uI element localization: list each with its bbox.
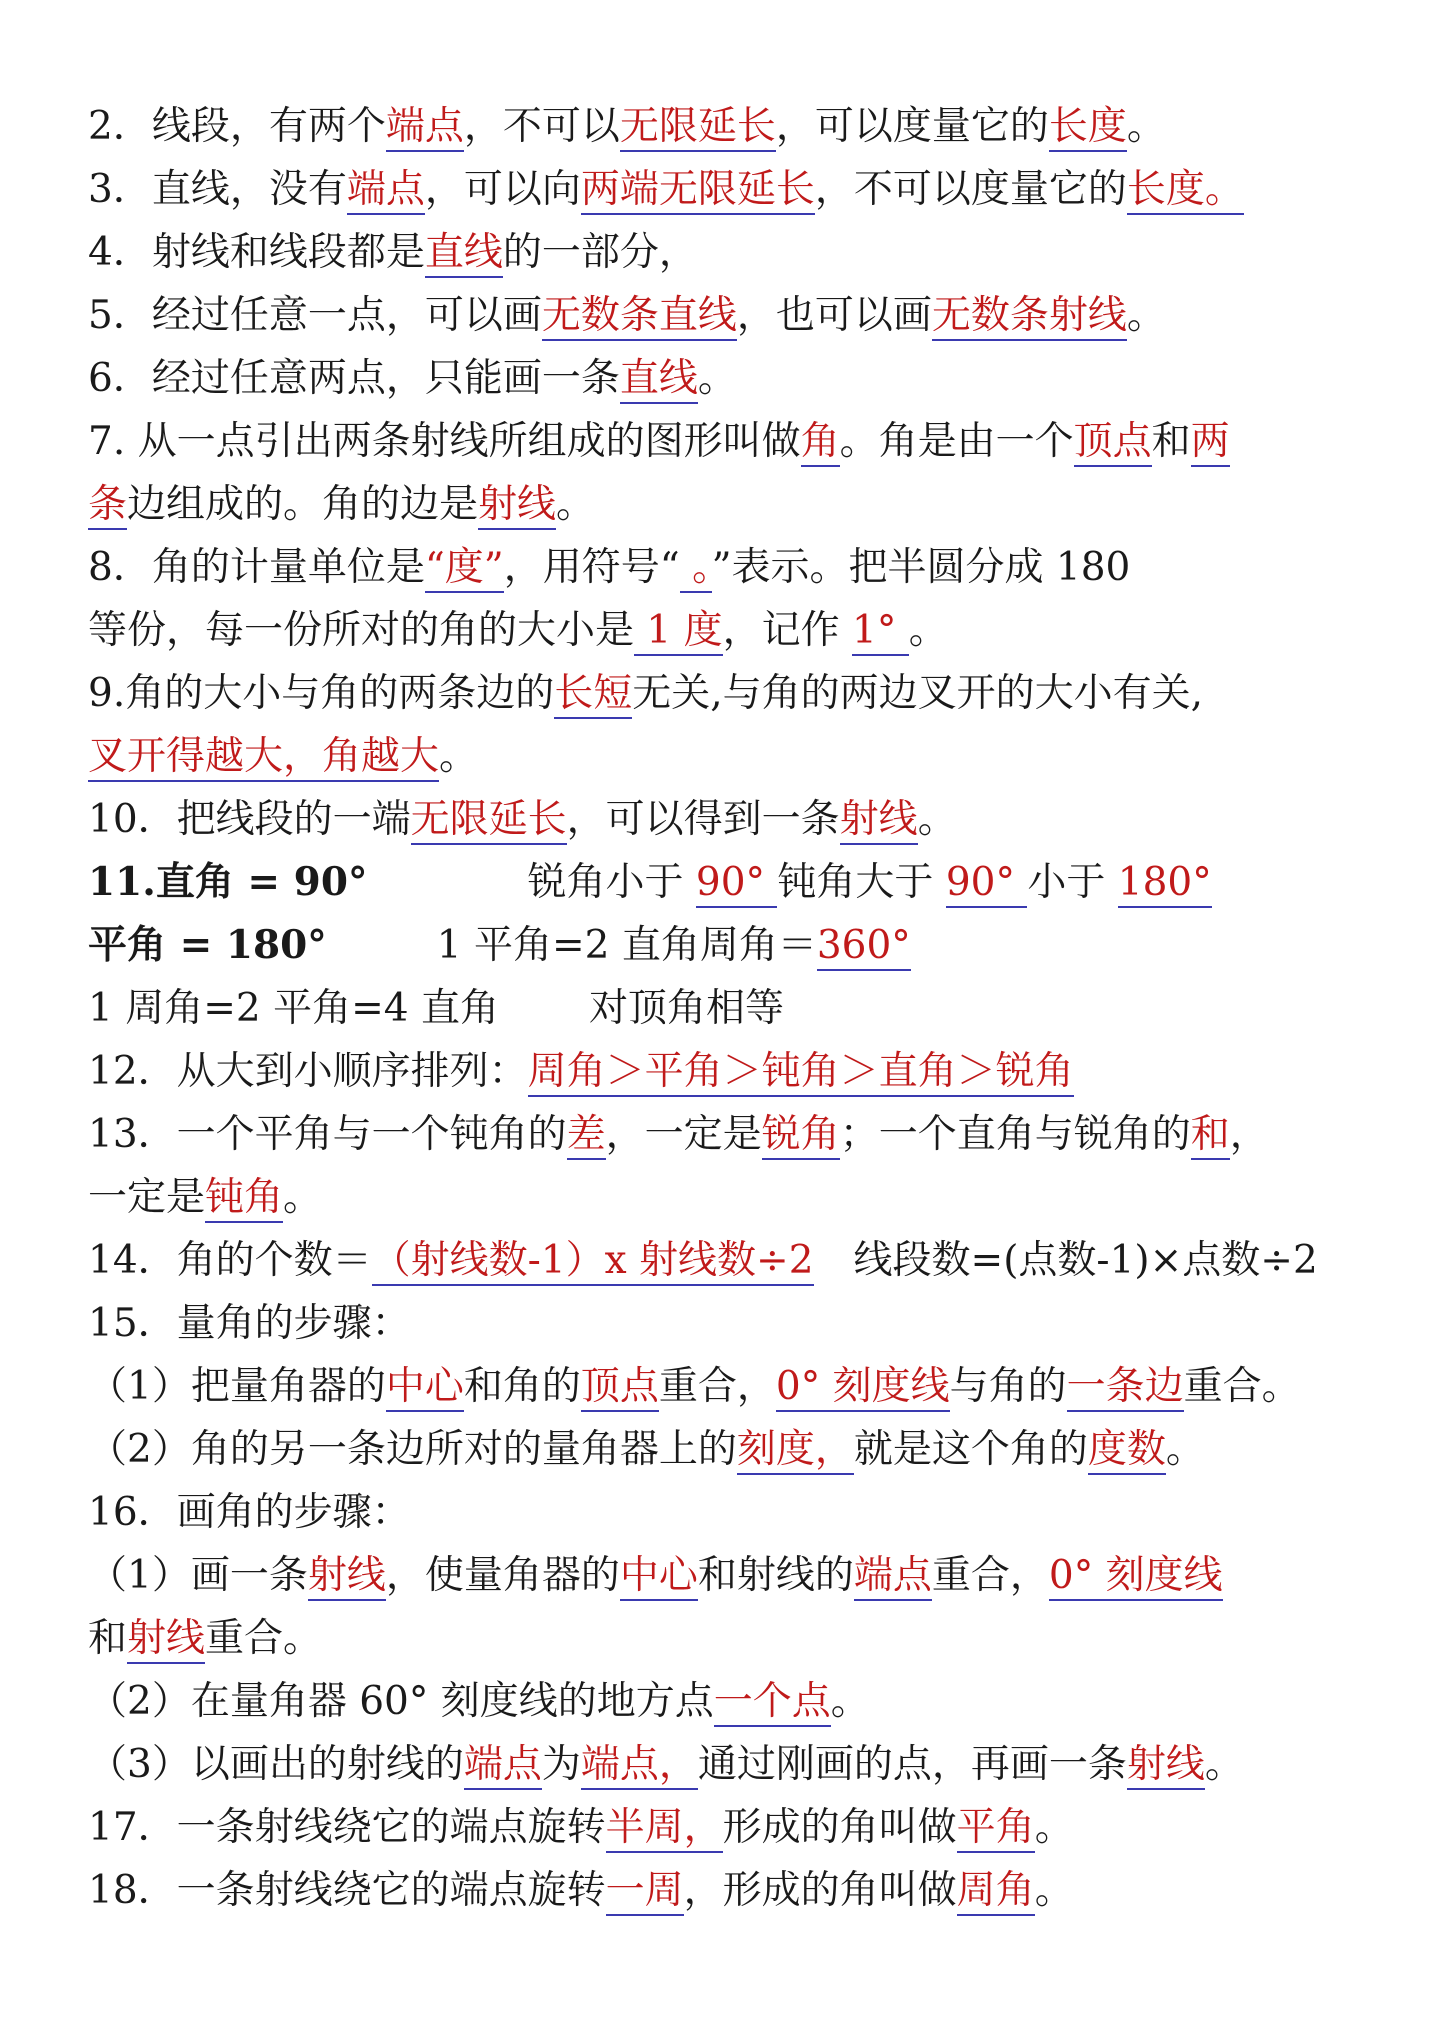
note-text: 。 xyxy=(1034,1868,1074,1913)
note-text: 。 xyxy=(908,608,948,653)
answer-fill: 360° xyxy=(817,923,911,971)
answer-fill: 射线 xyxy=(127,1616,205,1664)
note-text: 。 xyxy=(1165,1427,1205,1472)
note-line xyxy=(88,473,1378,536)
note-line xyxy=(88,1859,1378,1922)
note-text: 10．把线段的一端 xyxy=(88,797,411,842)
answer-fill: 条 xyxy=(88,482,127,530)
note-text: （1）画一条 xyxy=(88,1553,308,1598)
answer-fill: 钝角 xyxy=(205,1175,283,1223)
answer-fill: 两端无限延长 xyxy=(581,167,815,215)
answer-fill: 长短 xyxy=(554,671,632,719)
answer-fill: 射线 xyxy=(308,1553,386,1601)
answer-fill: 角 xyxy=(801,419,840,467)
note-line xyxy=(88,221,1378,284)
answer-fill: 1° xyxy=(852,608,909,656)
answer-fill: 中心 xyxy=(386,1364,464,1412)
note-line xyxy=(88,1481,1378,1544)
note-text: （2）角的另一条边所对的量角器上的 xyxy=(88,1427,737,1472)
note-text: ，也可以画 xyxy=(736,293,932,338)
note-line xyxy=(88,599,1378,662)
note-line xyxy=(88,1670,1378,1733)
answer-fill: 90° xyxy=(696,860,778,908)
answer-fill: 叉开得越大，角越大 xyxy=(88,734,439,782)
note-line xyxy=(88,95,1378,158)
note-text: ；一个直角与锐角的 xyxy=(839,1112,1191,1157)
answer-fill: 无限延长 xyxy=(620,104,776,152)
note-text: 。 xyxy=(1126,293,1166,338)
answer-fill: 无限延长 xyxy=(411,797,567,845)
note-text: ，不可以 xyxy=(463,104,620,149)
note-text: 2．线段，有两个 xyxy=(88,104,386,149)
note-text: 。角是由一个 xyxy=(839,419,1074,464)
note-text: 。 xyxy=(697,356,737,401)
note-text: 的一部分， xyxy=(502,230,698,275)
answer-fill: 90° xyxy=(946,860,1028,908)
answer-fill: 端点 xyxy=(386,104,464,152)
note-text: 14．角的个数＝ xyxy=(88,1238,372,1283)
answer-fill: 端点 xyxy=(347,167,425,215)
note-text: 1 平角=2 直角周角＝ xyxy=(436,923,817,968)
note-text: 4．射线和线段都是 xyxy=(88,230,425,275)
answer-fill: 两 xyxy=(1191,419,1230,467)
answer-fill: 一周 xyxy=(606,1868,684,1916)
note-text: 和射线的 xyxy=(697,1553,854,1598)
note-text: ，形成的角叫做 xyxy=(683,1868,957,1913)
note-line xyxy=(88,347,1378,410)
answer-fill: 端点， xyxy=(581,1742,698,1790)
note-text: 16．画角的步骤： xyxy=(88,1490,411,1535)
answer-fill: 射线 xyxy=(478,482,556,530)
note-text: 6．经过任意两点，只能画一条 xyxy=(88,356,620,401)
note-text: 。 xyxy=(917,797,957,842)
answer-fill: 端点 xyxy=(854,1553,932,1601)
note-text: （1）把量角器的 xyxy=(88,1364,386,1409)
answer-fill: 半周， xyxy=(606,1805,723,1853)
note-text: ，可以得到一条 xyxy=(566,797,840,842)
answer-fill: 一个点 xyxy=(714,1679,831,1727)
note-line xyxy=(88,1292,1378,1355)
note-text: ， xyxy=(1229,1112,1269,1157)
note-line xyxy=(88,914,1378,977)
note-text: ，可以向 xyxy=(424,167,581,212)
note-text: ，用符号“ xyxy=(503,545,680,590)
answer-fill: 度数 xyxy=(1088,1427,1166,1475)
answer-fill: 差 xyxy=(567,1112,606,1160)
note-text: 小于 xyxy=(1027,860,1118,905)
answer-fill: 射线 xyxy=(840,797,918,845)
note-text: 边组成的。角的边是 xyxy=(127,482,479,527)
note-text: ，不可以度量它的 xyxy=(814,167,1127,212)
answer-fill: 无数条直线 xyxy=(542,293,737,341)
note-line xyxy=(88,1040,1378,1103)
note-line xyxy=(88,536,1378,599)
note-text: 。 xyxy=(1034,1805,1074,1850)
answer-fill: 长度。 xyxy=(1127,167,1244,215)
note-text: 和 xyxy=(1151,419,1191,464)
note-text: 12．从大到小顺序排列： xyxy=(88,1049,528,1094)
note-text: 通过刚画的点，再画一条 xyxy=(697,1742,1127,1787)
answer-fill: 周角＞平角＞钝角＞直角＞锐角 xyxy=(528,1049,1074,1097)
note-text: ，记作 xyxy=(722,608,853,653)
note-text: 为 xyxy=(541,1742,581,1787)
note-text: （2）在量角器 60° 刻度线的地方点 xyxy=(88,1679,714,1724)
note-text: 9.角的大小与角的两条边的 xyxy=(88,671,555,716)
note-text: 钝角大于 xyxy=(777,860,946,905)
note-text: 5．经过任意一点，可以画 xyxy=(88,293,542,338)
answer-fill: 射线 xyxy=(1127,1742,1205,1790)
note-text: 13．一个平角与一个钝角的 xyxy=(88,1112,567,1157)
note-line xyxy=(88,410,1378,473)
note-text: 与角的 xyxy=(949,1364,1067,1409)
note-text: 重合。 xyxy=(205,1616,323,1661)
answer-fill: 周角 xyxy=(957,1868,1035,1916)
note-line xyxy=(88,1229,1378,1292)
note-text: （3）以画出的射线的 xyxy=(88,1742,464,1787)
note-line xyxy=(88,1544,1378,1607)
note-text: 对顶角相等 xyxy=(589,986,785,1031)
answer-fill: 180° xyxy=(1118,860,1212,908)
note-text: ”表示。把半圆分成 180 xyxy=(711,545,1131,590)
answer-fill: 。 xyxy=(680,545,712,593)
note-line xyxy=(88,725,1378,788)
note-line xyxy=(88,284,1378,347)
answer-fill: 刻度， xyxy=(737,1427,854,1475)
answer-fill: （射线数-1）x 射线数÷2 xyxy=(372,1238,814,1286)
note-text: 15．量角的步骤： xyxy=(88,1301,411,1346)
note-text: 平角 = 180° xyxy=(88,922,327,968)
note-text: 等份，每一份所对的角的大小是 xyxy=(88,608,635,653)
note-text: ，一定是 xyxy=(605,1112,762,1157)
note-text: 无关,与角的两边叉开的大小有关, xyxy=(632,671,1204,716)
note-text: 7. 从一点引出两条射线所组成的图形叫做 xyxy=(88,419,801,464)
answer-fill: 无数条射线 xyxy=(932,293,1127,341)
note-text: 形成的角叫做 xyxy=(722,1805,957,1850)
note-line xyxy=(88,1103,1378,1166)
note-line xyxy=(88,1418,1378,1481)
note-line xyxy=(88,1796,1378,1859)
note-text: 一定是 xyxy=(88,1175,206,1220)
note-text: 18．一条射线绕它的端点旋转 xyxy=(88,1868,606,1913)
note-text: 。 xyxy=(439,734,479,779)
answer-fill: 直线 xyxy=(620,356,698,404)
note-line xyxy=(88,158,1378,221)
answer-fill: 1 度 xyxy=(634,608,723,656)
answer-fill: 一条边 xyxy=(1067,1364,1184,1412)
note-text: ，使量角器的 xyxy=(385,1553,620,1598)
note-text: 。 xyxy=(1126,104,1166,149)
note-line xyxy=(88,1733,1378,1796)
answer-fill: 中心 xyxy=(620,1553,698,1601)
note-line xyxy=(88,1166,1378,1229)
answer-fill: 直线 xyxy=(425,230,503,278)
answer-fill: 顶点 xyxy=(581,1364,659,1412)
answer-fill: 锐角 xyxy=(762,1112,840,1160)
note-text: 重合。 xyxy=(1183,1364,1301,1409)
answer-fill: 0° 刻度线 xyxy=(1049,1553,1223,1601)
answer-fill: 顶点 xyxy=(1074,419,1152,467)
note-text: 就是这个角的 xyxy=(853,1427,1088,1472)
note-line xyxy=(88,788,1378,851)
note-line xyxy=(88,1607,1378,1670)
note-text: ，可以度量它的 xyxy=(775,104,1049,149)
note-text: 8．角的计量单位是 xyxy=(88,545,425,590)
note-text: 。 xyxy=(556,482,596,527)
note-line xyxy=(88,977,1378,1040)
note-line xyxy=(88,851,1378,914)
notes-document xyxy=(88,95,1378,1922)
answer-fill: 和 xyxy=(1191,1112,1230,1160)
note-text: 重合， xyxy=(658,1364,776,1409)
note-line xyxy=(88,1355,1378,1418)
answer-fill: 端点 xyxy=(464,1742,542,1790)
note-text: 。 xyxy=(830,1679,870,1724)
note-text: 和 xyxy=(88,1616,128,1661)
note-text: 17．一条射线绕它的端点旋转 xyxy=(88,1805,606,1850)
answer-fill: 平角 xyxy=(957,1805,1035,1853)
note-text: 重合， xyxy=(931,1553,1049,1598)
answer-fill: “度” xyxy=(425,545,504,593)
note-text: 11.直角 = 90° xyxy=(88,859,368,905)
answer-fill: 0° 刻度线 xyxy=(776,1364,950,1412)
note-text: 和角的 xyxy=(463,1364,581,1409)
note-text: 1 周角=2 平角=4 直角 xyxy=(88,986,499,1031)
note-text: 锐角小于 xyxy=(527,860,696,905)
answer-fill: 长度 xyxy=(1049,104,1127,152)
note-line xyxy=(88,662,1378,725)
note-text: 3．直线，没有 xyxy=(88,167,347,212)
note-text: 线段数=(点数-1)×点数÷2 xyxy=(853,1238,1318,1283)
note-text: 。 xyxy=(1204,1742,1244,1787)
note-text: 。 xyxy=(283,1175,323,1220)
